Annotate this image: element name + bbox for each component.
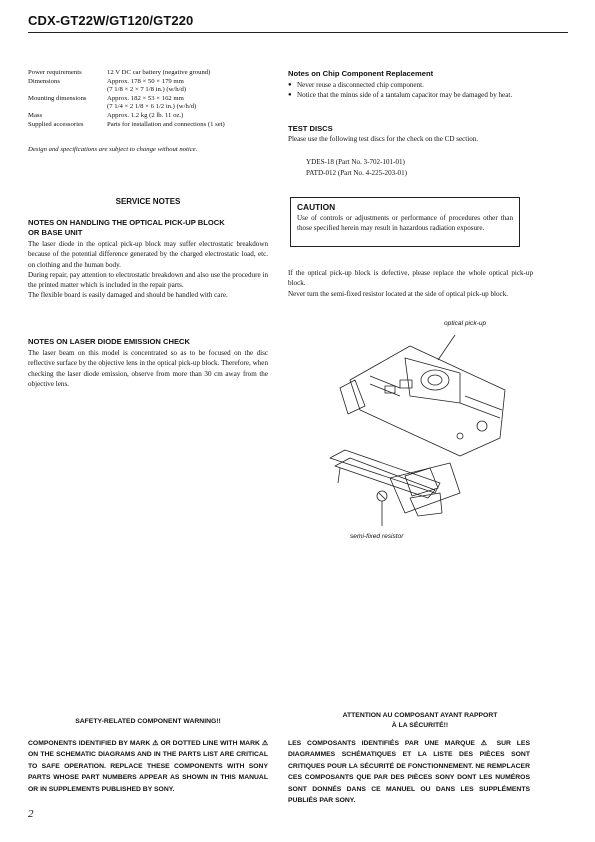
warning-title-line: À LA SÉCURITÉ!! (391, 722, 449, 729)
optical-paragraph: The laser diode in the optical pick-up block may suffer electrostatic breakdown because of the potential difference generated by the charged electrostatic load, etc. on clothing and the human body. (28, 240, 268, 269)
spec-label (28, 103, 107, 112)
chip-note-text: Never reuse a disconnected chip component. (297, 81, 424, 89)
safety-warning-body-fr: LES COMPOSANTS IDENTIFIÉS PAR UNE MARQUE ⚠ SUR LES DIAGRAMMES SCHÉMATIQUES ET LA LISTE DES PIÈCES SONT CRITIQUES POUR LA SÉCURITÉ DE FONCTIONNEMENT. NE REMPLACER CES COMPOSANTS QUE PAR DES PIÈCES SONY DONT LES NUMÉROS SONT DONNÉS DANS CE MANUEL OU DANS LES SUPPLÉMENTS PUBLIÉS PAR SONY. (288, 740, 530, 805)
specifications-note: Design and specifications are subject to change without notice. (28, 146, 198, 153)
chip-notes-heading: Notes on Chip Component Replacement (288, 69, 434, 78)
spec-label: Dimensions (28, 77, 60, 85)
specifications-list (28, 69, 283, 129)
spec-label: Power requirements (28, 69, 82, 76)
caution-text: Use of controls or adjustments or performance of procedures other than those specified herein may result in hazardous radiation exposure. (297, 214, 513, 233)
resistor-slot (379, 493, 385, 499)
spec-label: Mounting dimensions (28, 94, 87, 102)
optical-paragraph: During repair, pay attention to electrostatic breakdown and also use the procedure in the printed matter which is included in the repair parts. (28, 270, 268, 290)
spec-value: Approx. 178 × 50 × 179 mm (107, 77, 184, 85)
spec-value: 12 V DC car battery (negative ground) (107, 69, 211, 76)
chip-note-text: Notice that the minus side of a tantalum capacitor may be damaged by heat. (297, 91, 513, 100)
test-disc-list (306, 157, 407, 179)
spec-value: Parts for installation and connections (1 set) (107, 120, 225, 128)
objective-lens-inner (428, 375, 442, 385)
spec-row (28, 78, 283, 87)
spec-label: Mass (28, 111, 43, 119)
spec-row (28, 103, 283, 112)
laser-notes-body (28, 348, 268, 389)
pickup-top-plate (405, 358, 460, 403)
spec-row (28, 95, 283, 104)
header-divider (28, 32, 568, 33)
caution-box (290, 197, 520, 247)
pickup-side-bracket (340, 380, 365, 414)
spec-value: Approx. 1.2 kg (2 lb. 11 oz.) (107, 111, 184, 119)
spec-label (28, 86, 107, 95)
model-title: CDX-GT22W/GT120/GT220 (28, 13, 194, 28)
pickup-notes-body (288, 268, 533, 299)
optical-pickup-drawing (310, 318, 550, 543)
safety-warning-body-en: COMPONENTS IDENTIFIED BY MARK ⚠ OR DOTTED LINE WITH MARK ⚠ ON THE SCHEMATIC DIAGRAMS AND IN THE PARTS LIST ARE CRITICAL TO SAFE OPERATION. REPLACE THESE COMPONENTS WITH SONY PARTS WHOSE PART NUMBERS APPEAR AS SHOWN IN THIS MANUAL OR IN SUPPLEMENTS PUBLISHED BY SONY. (28, 740, 268, 793)
spec-row (28, 121, 283, 130)
mounting-hole-icon (477, 421, 487, 431)
optical-pickup-label: optical pick-up (444, 320, 487, 327)
pickup-edge (460, 403, 500, 418)
spec-label: Supplied accessories (28, 120, 84, 128)
base-foot (410, 493, 442, 516)
safety-warning-title-en: SAFETY-RELATED COMPONENT WARNING!! (75, 718, 221, 725)
pickup-edge (465, 396, 502, 410)
spec-value: (7 1/4 × 2 1/8 × 6 1/2 in.) (w/h/d) (107, 103, 197, 111)
safety-warning-title-fr (300, 711, 540, 731)
laser-heading: NOTES ON LASER DIODE EMISSION CHECK (28, 337, 191, 346)
base-bracket (390, 463, 460, 513)
list-item (288, 90, 538, 100)
spec-value: Approx. 182 × 53 × 162 mm (107, 94, 184, 102)
pickup-connector (400, 380, 412, 388)
spec-row (28, 69, 283, 78)
pickup-paragraph: Never turn the semi-fixed resistor located at the side of optical pick-up block. (288, 289, 509, 298)
optical-heading-line-2: OR BASE UNIT (28, 228, 83, 237)
service-notes-title: SERVICE NOTES (115, 197, 181, 206)
laser-paragraph: The laser beam on this model is concentrated so as to be focused on the disc reflective surface by the objective lens in the optical pick-up block. Therefore, when checking the laser diode emission, observe from more than 30 cm away from the objective lens. (28, 349, 268, 388)
rail-edge (338, 468, 340, 483)
spec-row (28, 112, 283, 121)
objective-lens-icon (421, 370, 449, 390)
pickup-paragraph: If the optical pick-up block is defective, please replace the whole optical pick-up block. (288, 269, 533, 288)
caution-title: CAUTION (297, 202, 336, 212)
mounting-hole-icon (457, 433, 463, 439)
test-discs-intro: Please use the following test discs for the check on the CD section. (288, 135, 479, 143)
test-disc-item: PATD-012 (Part No. 4-225-203-01) (306, 169, 408, 177)
semi-fixed-resistor-label: semi-fixed resistor (350, 533, 404, 540)
bullet-icon: ● (288, 92, 292, 99)
optical-heading-line-1: NOTES ON HANDLING THE OPTICAL PICK-UP BLOCK (28, 218, 225, 227)
optical-notes-body (28, 239, 268, 301)
spec-row (28, 86, 283, 95)
optical-paragraph: The flexible board is easily damaged and should be handled with care. (28, 291, 228, 300)
test-discs-heading: TEST DISCS (288, 124, 333, 133)
warning-title-line: ATTENTION AU COMPOSANT AYANT RAPPORT (342, 712, 498, 719)
optical-heading (28, 218, 273, 238)
list-item (288, 80, 538, 90)
page-number: 2 (28, 808, 34, 820)
optical-pickup-figure (310, 318, 550, 543)
test-disc-item: YDES-18 (Part No. 3-702-101-01) (306, 158, 405, 166)
pickup-leader-line (438, 335, 455, 360)
chip-notes-list (288, 80, 538, 101)
pickup-block-outline (350, 346, 505, 456)
bullet-icon: ● (288, 82, 292, 88)
spec-value: (7 1/8 × 2 × 7 1/8 in.) (w/h/d) (107, 86, 187, 94)
